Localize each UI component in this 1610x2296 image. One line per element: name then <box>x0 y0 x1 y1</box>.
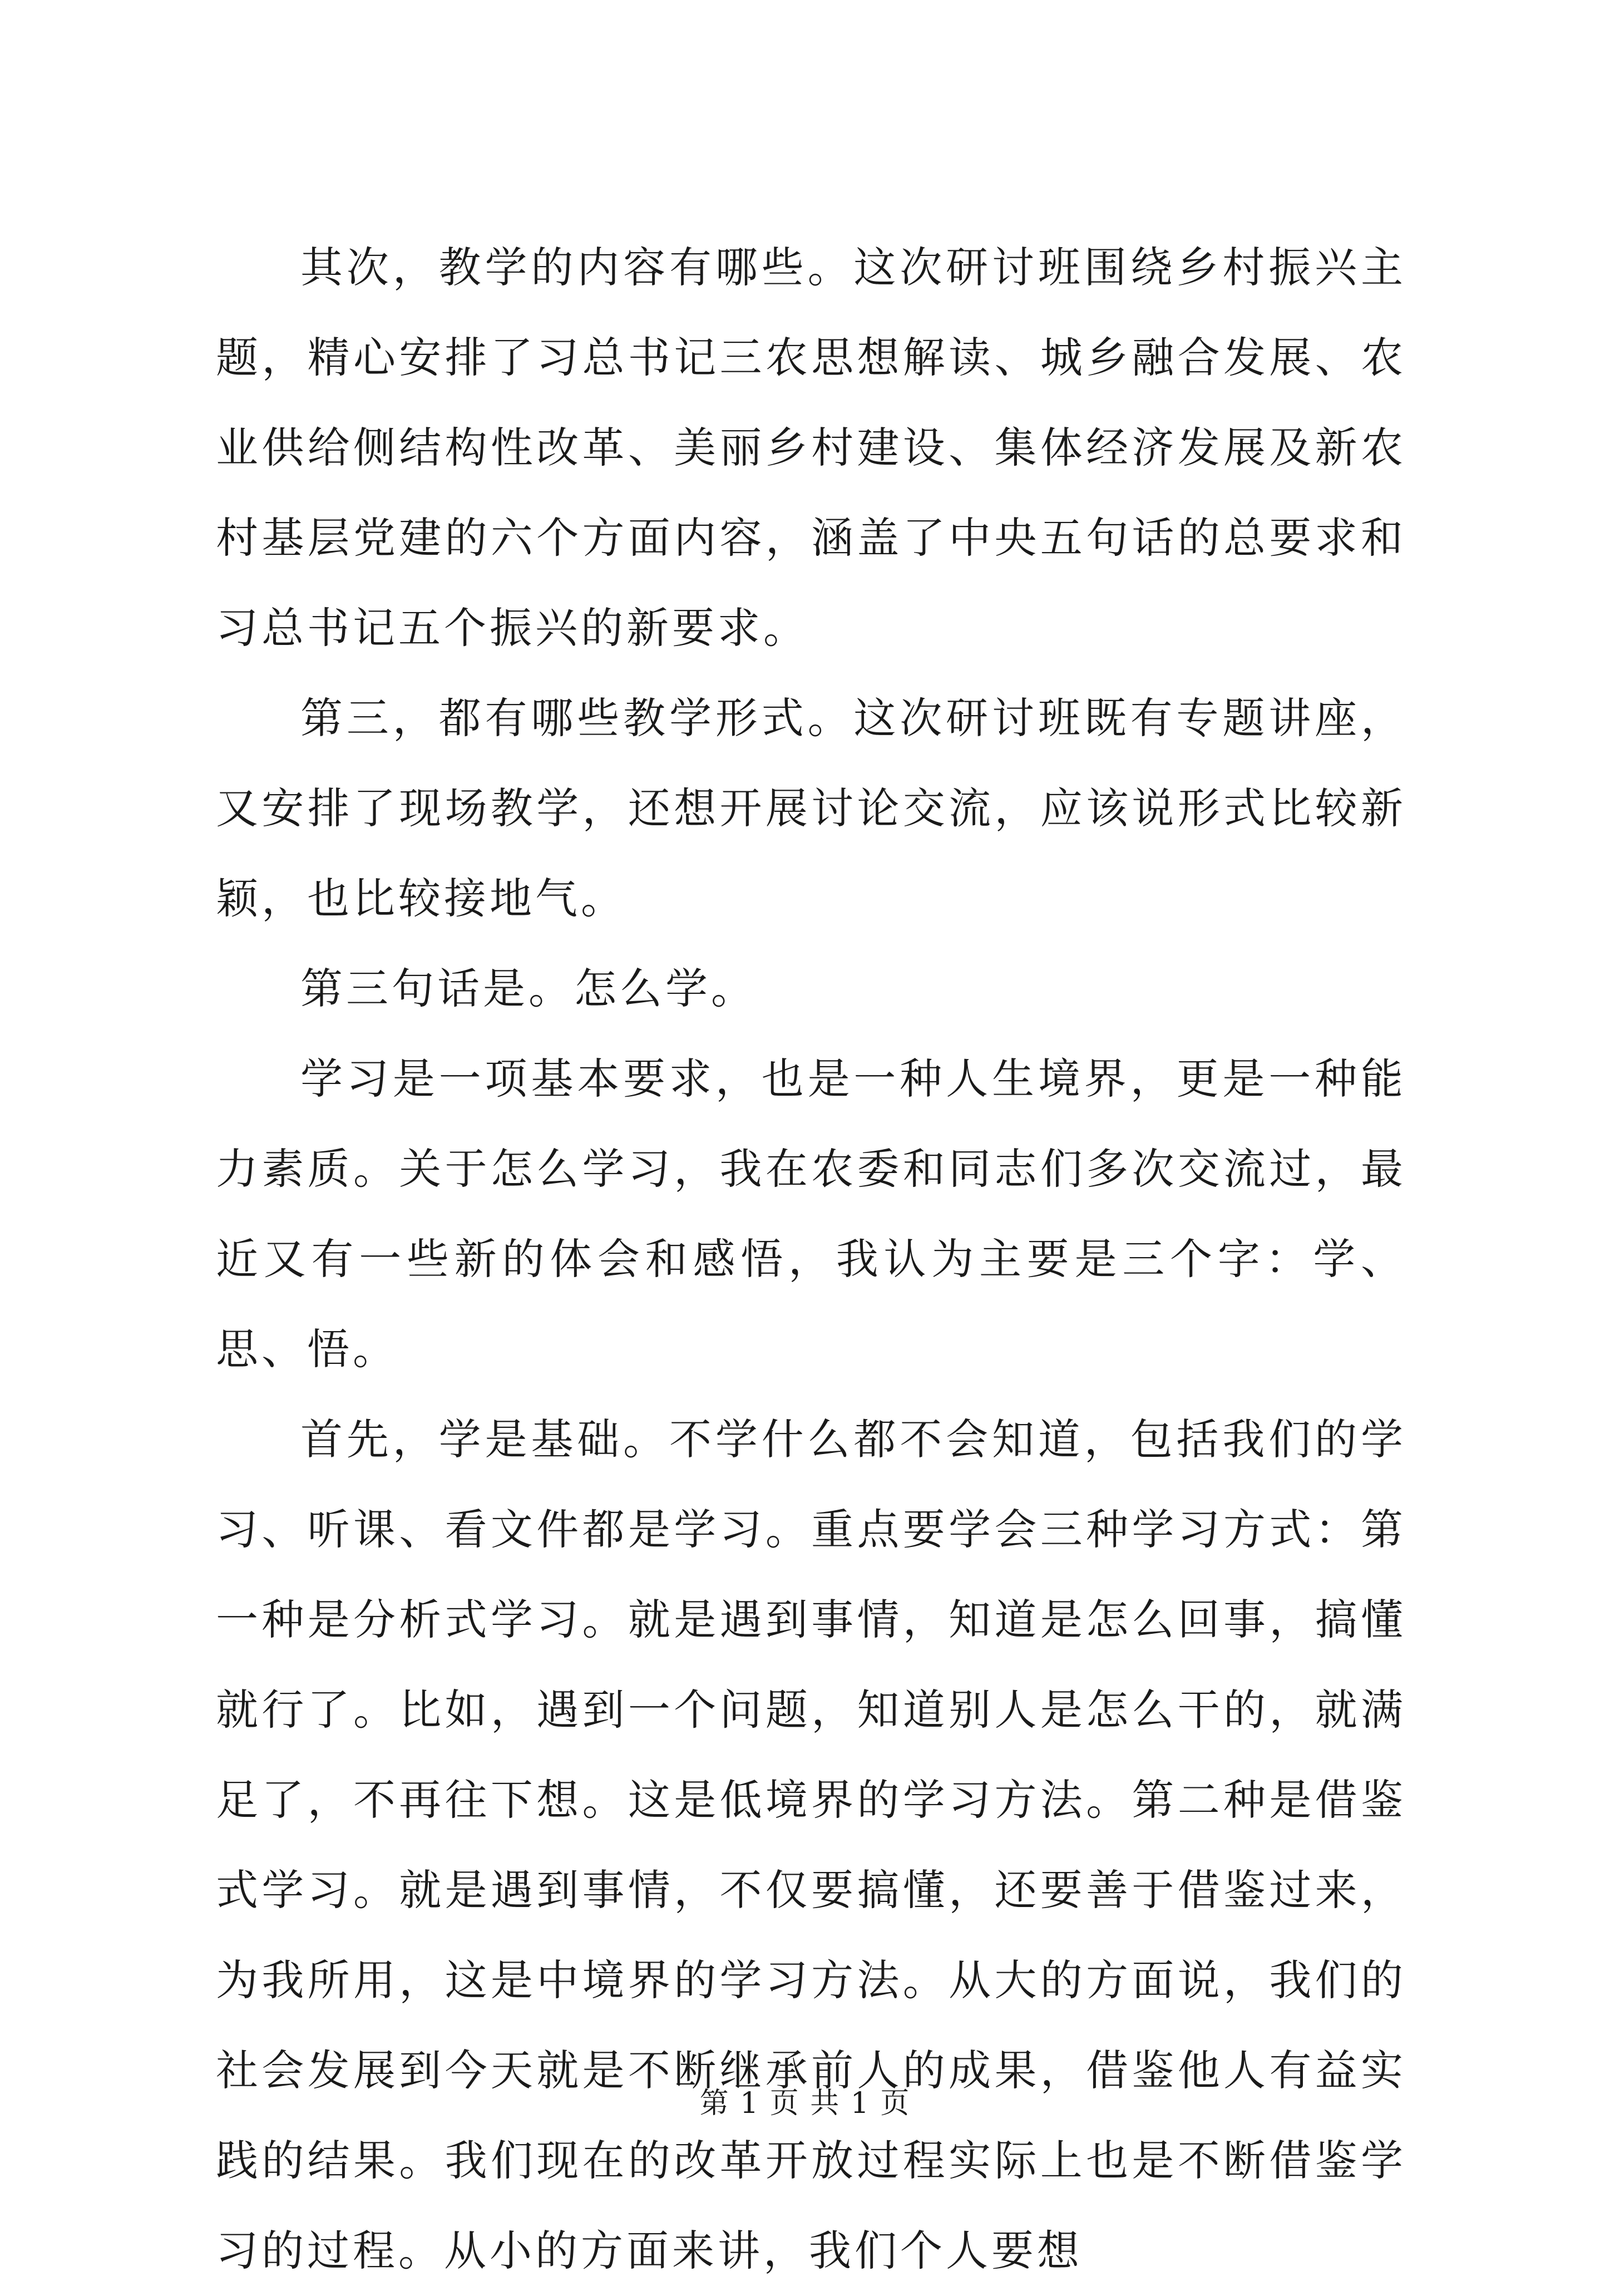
paragraph-content-topics: 其次，教学的内容有哪些。这次研讨班围绕乡村振兴主题，精心安排了习总书记三农思想解读、城乡融合发展、农业供给侧结构性改革、美丽乡村建设、集体经济发展及新农村基层党建的六个方面内容，涵盖了中央五句话的总要求和习总书记五个振兴的新要求。 <box>216 243 1406 653</box>
page-footer: 第 1 页 共 1 页 <box>699 2087 911 2120</box>
paragraph-how-to-learn-heading: 第三句话是。怎么学。 <box>300 964 757 1013</box>
paragraph-learning-intro: 学习是一项基本要求，也是一种人生境界，更是一种能力素质。关于怎么学习，我在农委和同志们多次交流过，最近又有一些新的体会和感悟，我认为主要是三个字：学、思、悟。 <box>216 1054 1406 1374</box>
document-body <box>216 223 1406 2296</box>
paragraph-learning-methods: 首先，学是基础。不学什么都不会知道，包括我们的学习、听课、看文件都是学习。重点要学会三种学习方式：第一种是分析式学习。就是遇到事情，知道是怎么回事，搞懂就行了。比如，遇到一个问题，知道别人是怎么干的，就满足了，不再往下想。这是低境界的学习方法。第二种是借鉴式学习。就是遇到事情，不仅要搞懂，还要善于借鉴过来，为我所用，这是中境界的学习方法。从大的方面说，我们的社会发展到今天就是不断继承前人的成果，借鉴他人有益实践的结果。我们现在的改革开放过程实际上也是不断借鉴学习的过程。从小的方面来讲，我们个人要想 <box>216 1415 1406 2275</box>
paragraph-teaching-forms: 第三，都有哪些教学形式。这次研讨班既有专题讲座，又安排了现场教学，还想开展讨论交流，应该说形式比较新颖，也比较接地气。 <box>216 693 1406 923</box>
